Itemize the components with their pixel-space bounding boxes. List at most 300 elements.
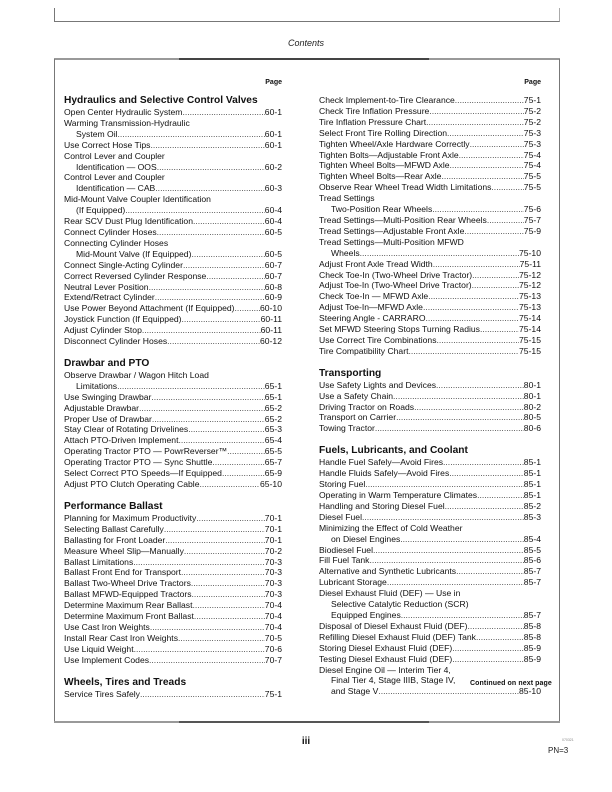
- section-gap: [64, 666, 282, 677]
- dot-leader: [184, 546, 265, 557]
- toc-entry[interactable]: [319, 545, 541, 556]
- dot-leader: [445, 501, 524, 512]
- toc-entry-text: Use Swinging Drawbar: [64, 391, 152, 402]
- toc-entry-text: Adjustable Drawbar: [64, 402, 139, 413]
- toc-entry-text: Check Tire Inflation Pressure: [319, 105, 430, 116]
- dot-leader: [472, 270, 519, 281]
- dot-leader: [142, 325, 261, 336]
- toc-entry[interactable]: [64, 403, 282, 414]
- toc-entry[interactable]: [64, 435, 282, 446]
- dot-leader: [206, 271, 264, 282]
- dot-leader: [414, 402, 524, 413]
- dot-leader: [360, 248, 519, 259]
- toc-entry-page: 60-1: [264, 128, 282, 139]
- dot-leader: [429, 106, 523, 117]
- toc-entry[interactable]: [64, 238, 282, 260]
- dot-leader: [365, 479, 523, 490]
- toc-entry-page: 75-4: [523, 160, 541, 171]
- toc-entry-text: Tighten Bolts—Adjustable Front Axle: [319, 149, 459, 160]
- dot-leader: [182, 107, 264, 118]
- toc-entry[interactable]: [319, 423, 541, 434]
- dot-leader: [212, 457, 264, 468]
- toc-entry-page: 75-5: [523, 171, 541, 182]
- toc-entry-text: Limitations: [76, 380, 118, 391]
- toc-entry-page: 80-1: [523, 379, 541, 390]
- toc-entry[interactable]: [64, 567, 282, 578]
- dot-leader: [369, 555, 523, 566]
- toc-entry-text: Proper Use of Drawbar: [64, 413, 152, 424]
- toc-entry-text: (If Equipped): [76, 205, 126, 216]
- toc-entry[interactable]: [319, 643, 541, 654]
- toc-entry-text: Refilling Diesel Exhaust Fluid (DEF) Tank: [319, 631, 476, 642]
- toc-entry-text: Operating Tractor PTO — Sync Shuttle: [64, 457, 213, 468]
- toc-entry[interactable]: [319, 632, 541, 643]
- toc-entry-page: 85-3: [523, 511, 541, 522]
- toc-entry[interactable]: [64, 118, 282, 140]
- page-column-header: Page: [265, 79, 282, 86]
- toc-entry[interactable]: [319, 324, 541, 335]
- toc-entry[interactable]: [319, 171, 541, 182]
- toc-entry[interactable]: [319, 259, 541, 270]
- toc-entry-text: Adjust Toe-In (Two-Wheel Drive Tractor): [319, 280, 472, 291]
- toc-entry-page: 75-9: [523, 225, 541, 236]
- toc-entry[interactable]: [319, 654, 541, 665]
- dot-leader: [480, 324, 519, 335]
- toc-entry[interactable]: [319, 291, 541, 302]
- toc-entry[interactable]: [319, 270, 541, 281]
- toc-entry-text: Use Correct Hose Tips: [64, 139, 151, 150]
- toc-entry-text: Service Tires Safely: [64, 688, 140, 699]
- toc-entry[interactable]: [64, 468, 282, 479]
- section-title: Hydraulics and Selective Control Valves: [64, 95, 258, 106]
- toc-entry[interactable]: [319, 182, 541, 193]
- toc-entry-page: 75-14: [519, 313, 541, 324]
- toc-entry[interactable]: [64, 414, 282, 425]
- toc-entry[interactable]: [64, 107, 282, 118]
- toc-entry-text: Storing Fuel: [319, 479, 366, 490]
- dot-leader: [452, 643, 524, 654]
- toc-entry[interactable]: [64, 513, 282, 524]
- toc-entry[interactable]: [64, 600, 282, 611]
- toc-entry-text: Select Front Tire Rolling Direction: [319, 127, 447, 138]
- toc-entry[interactable]: [319, 391, 541, 402]
- dot-leader: [200, 479, 261, 490]
- toc-entry-page: 80-5: [523, 412, 541, 423]
- dot-leader: [396, 412, 524, 423]
- toc-entry-text: Set MFWD Steering Stops Turning Radius: [319, 324, 480, 335]
- toc-entry[interactable]: [319, 621, 541, 632]
- dot-leader: [375, 423, 524, 434]
- toc-entry[interactable]: [319, 237, 541, 259]
- dot-leader: [194, 611, 265, 622]
- toc-entry-text: Use Liquid Weight: [64, 643, 134, 654]
- toc-entry-page: 85-9: [523, 653, 541, 664]
- dot-leader: [464, 226, 523, 237]
- toc-entry-page: 60-1: [264, 107, 282, 117]
- toc-entry-page: 70-4: [264, 621, 282, 632]
- toc-entry-text: System Oil: [76, 128, 118, 139]
- toc-entry-page: 60-5: [264, 248, 282, 259]
- toc-column-right: [319, 78, 541, 697]
- toc-entry-text: Operating in Warm Temperature Climates: [319, 490, 478, 500]
- toc-entry[interactable]: [319, 512, 541, 523]
- toc-entry-text: Operating Tractor PTO — PowrReverser™: [64, 446, 228, 457]
- toc-entry[interactable]: [64, 589, 282, 600]
- toc-entry[interactable]: [64, 535, 282, 546]
- dot-leader: [178, 435, 264, 446]
- toc-entry-page: 85-1: [523, 457, 541, 468]
- toc-entry-text: Open Center Hydraulic System: [64, 107, 183, 117]
- toc-entry-text: Ballast Front End for Transport: [64, 567, 182, 578]
- toc-entry-text: Adjust Cylinder Stop: [64, 325, 142, 336]
- toc-entry-page: 70-4: [264, 611, 282, 622]
- toc-entry-text: Install Rear Cast Iron Weights: [64, 632, 178, 643]
- toc-entry[interactable]: [64, 557, 282, 568]
- toc-entry[interactable]: [64, 140, 282, 151]
- toc-entry-page: 65-4: [264, 435, 282, 446]
- section-title: Performance Ballast: [64, 500, 163, 512]
- toc-entry-text: Alternative and Synthetic Lubricants: [319, 566, 457, 577]
- toc-entry-page: 75-13: [519, 291, 541, 302]
- dot-leader: [441, 171, 523, 182]
- toc-entry-text: Rear SCV Dust Plug Identification: [64, 216, 193, 227]
- toc-entry-page: 60-12: [260, 336, 282, 347]
- toc-entry-text: Towing Tractor: [319, 423, 375, 434]
- toc-entry[interactable]: [64, 644, 282, 655]
- toc-entry-text: Use Implement Codes: [64, 654, 150, 665]
- toc-entry-page: 65-1: [264, 391, 282, 402]
- toc-entry-text: Ballast Two-Wheel Drive Tractors: [64, 578, 191, 589]
- toc-entry[interactable]: [319, 280, 541, 291]
- toc-entry-page: 70-1: [264, 512, 282, 523]
- dot-leader: [468, 621, 524, 632]
- toc-entry-page: 85-6: [523, 555, 541, 566]
- toc-entry-page: 75-2: [523, 105, 541, 116]
- toc-entry-text: Use a Safety Chain: [319, 390, 394, 401]
- dot-leader: [152, 414, 265, 425]
- toc-entry-page: 60-11: [260, 325, 282, 336]
- toc-entry[interactable]: [64, 151, 282, 173]
- dot-leader: [433, 259, 520, 270]
- toc-entry-page: 70-1: [264, 534, 282, 545]
- toc-entry-page: 60-1: [264, 139, 282, 150]
- toc-entry-text: Mid-Mount Valve Coupler Identification: [64, 194, 211, 205]
- toc-entry[interactable]: [64, 633, 282, 644]
- toc-entry-page: 70-3: [264, 589, 282, 600]
- toc-entry-text: Identification — OOS: [76, 161, 157, 172]
- toc-entry-text: Use Power Beyond Attachment (If Equipped): [64, 303, 235, 314]
- toc-entry-text: Use Correct Tire Combinations: [319, 334, 437, 345]
- toc-entry-text: Testing Diesel Exhaust Fluid (DEF): [319, 653, 453, 664]
- toc-entry-text: Disconnect Cylinder Hoses: [64, 336, 168, 347]
- dot-leader: [378, 686, 519, 697]
- toc-entry-text: Tread Settings—Adjustable Front Axle: [319, 225, 465, 236]
- toc-entry[interactable]: [319, 150, 541, 161]
- toc-entry[interactable]: [319, 588, 541, 621]
- toc-entry-text: Minimizing the Effect of Cold Weather: [319, 522, 463, 533]
- dot-leader: [491, 182, 523, 193]
- dot-leader: [426, 117, 524, 128]
- toc-entry[interactable]: [64, 524, 282, 535]
- toc-entry-text: Control Lever and Coupler: [64, 172, 165, 183]
- toc-entry-text: Ballasting for Front Loader: [64, 534, 166, 545]
- section-gap: [319, 434, 541, 445]
- toc-entry-text: Joystick Function (If Equipped): [64, 314, 182, 325]
- section-gap: [64, 490, 282, 501]
- toc-entry-text: Observe Drawbar / Wagon Hitch Load: [64, 369, 209, 380]
- toc-entry-text: Tighten Wheel Bolts—Rear Axle: [319, 171, 442, 182]
- toc-entry-text: Diesel Fuel: [319, 511, 362, 522]
- toc-entry[interactable]: [319, 226, 541, 237]
- toc-entry[interactable]: [319, 117, 541, 128]
- toc-entry-text: Tire Inflation Pressure Chart: [319, 116, 427, 127]
- dot-leader: [133, 557, 265, 568]
- toc-entry-page: 75-11: [519, 258, 541, 269]
- toc-entry-page: 75-7: [523, 214, 541, 225]
- toc-entry-page: 60-7: [264, 259, 282, 270]
- dot-leader: [477, 490, 524, 501]
- dot-leader: [227, 446, 265, 457]
- toc-entry[interactable]: [319, 479, 541, 490]
- toc-entry-page: 65-10: [260, 479, 282, 489]
- toc-entry-text: Mid-Mount Valve (If Equipped): [76, 248, 192, 259]
- toc-entry[interactable]: [64, 282, 282, 293]
- dot-leader: [426, 313, 520, 324]
- toc-entry[interactable]: [64, 370, 282, 392]
- toc-entry-text: Neutral Lever Position: [64, 281, 149, 292]
- dot-leader: [456, 566, 524, 577]
- continued-note: Continued on next page: [470, 680, 552, 687]
- toc-entry[interactable]: [64, 457, 282, 468]
- dot-leader: [393, 391, 524, 402]
- dot-leader: [183, 260, 265, 271]
- dot-leader: [432, 204, 524, 215]
- dot-leader: [428, 291, 519, 302]
- toc-entry[interactable]: [64, 611, 282, 622]
- toc-entry-page: 85-2: [523, 500, 541, 511]
- toc-entry-page: 70-1: [264, 523, 282, 534]
- toc-entry[interactable]: [64, 271, 282, 282]
- toc-entry-text: Warming Transmission-Hydraulic: [64, 117, 190, 128]
- toc-entry-text: Diesel Exhaust Fluid (DEF) — Use in: [319, 588, 461, 599]
- toc-entry-text: Identification — CAB: [76, 183, 156, 194]
- toc-entry-text: Tighten Wheel/Axle Hardware Correctly: [319, 138, 470, 149]
- toc-entry-page: 70-3: [264, 556, 282, 567]
- toc-entry-text: Adjust Toe-In—MFWD Axle: [319, 302, 423, 313]
- toc-entry[interactable]: [64, 260, 282, 271]
- dot-leader: [235, 303, 260, 314]
- toc-entry[interactable]: [64, 325, 282, 336]
- dot-leader: [150, 622, 265, 633]
- dot-leader: [150, 140, 264, 151]
- toc-entry[interactable]: [64, 424, 282, 435]
- toc-entry[interactable]: [64, 314, 282, 325]
- page-column-header: Page: [524, 79, 541, 86]
- toc-entry-page: 85-4: [523, 533, 541, 544]
- toc-entry-text: Handle Fuel Safely—Avoid Fires: [319, 457, 444, 468]
- toc-entry-text: Adjust PTO Clutch Operating Cable: [64, 479, 200, 489]
- toc-entry[interactable]: [319, 302, 541, 313]
- toc-entry[interactable]: [64, 216, 282, 227]
- dot-leader: [167, 336, 260, 347]
- toc-entry-page: 75-13: [519, 302, 541, 313]
- toc-entry-page: 65-1: [264, 380, 282, 391]
- toc-section: [64, 490, 282, 666]
- toc-entry-text: Determine Maximum Front Ballast: [64, 611, 194, 622]
- toc-entry[interactable]: [319, 380, 541, 391]
- dot-leader: [401, 610, 524, 621]
- toc-entry[interactable]: [64, 479, 282, 490]
- toc-entry-text: Connecting Cylinder Hoses: [64, 237, 169, 248]
- toc-entry-text: Two-Position Rear Wheels: [331, 204, 433, 215]
- toc-entry-page: 70-2: [264, 545, 282, 556]
- toc-entry-page: 75-14: [519, 324, 541, 335]
- toc-entry-page: 65-7: [264, 457, 282, 468]
- toc-entry-page: 85-7: [523, 577, 541, 588]
- doc-code: 070321: [562, 738, 574, 742]
- toc-entry-page: 70-3: [264, 567, 282, 578]
- toc-entry[interactable]: [64, 227, 282, 238]
- toc-entry-page: 70-3: [264, 578, 282, 589]
- toc-entry-text: Final Tier 4, Stage IIIB, Stage IV,: [331, 675, 456, 686]
- toc-entry[interactable]: [319, 335, 541, 346]
- toc-entry-text: Wheels: [331, 247, 360, 258]
- dot-leader: [149, 282, 265, 293]
- toc-entry-text: Disposal of Diesel Exhaust Fluid (DEF): [319, 620, 468, 631]
- toc-entry-page: 80-1: [523, 390, 541, 401]
- toc-entry[interactable]: [319, 139, 541, 150]
- toc-entry[interactable]: [319, 468, 541, 479]
- dot-leader: [117, 381, 265, 392]
- toc-entry-page: 75-2: [523, 116, 541, 127]
- toc-entry[interactable]: [64, 172, 282, 194]
- toc-entry-page: 60-7: [264, 270, 282, 281]
- dot-leader: [470, 139, 524, 150]
- toc-entry-text: Ballast Limitations: [64, 556, 134, 567]
- toc-entry-page: 60-2: [264, 161, 282, 172]
- toc-entry[interactable]: [64, 546, 282, 557]
- toc-entry[interactable]: [319, 566, 541, 577]
- toc-entry[interactable]: [64, 303, 282, 314]
- toc-entry[interactable]: [319, 501, 541, 512]
- toc-entry-page: 65-5: [264, 446, 282, 457]
- toc-entry-text: Check Toe-In — MFWD Axle: [319, 291, 429, 302]
- dot-leader: [400, 534, 524, 545]
- dot-leader: [443, 457, 524, 468]
- dot-leader: [188, 424, 265, 435]
- toc-column-left: [64, 78, 282, 700]
- dot-leader: [452, 654, 524, 665]
- toc-entry-text: Extend/Retract Cylinder: [64, 292, 155, 303]
- dot-leader: [436, 380, 524, 391]
- toc-entry[interactable]: [319, 402, 541, 413]
- toc-entry-text: Selecting Ballast Carefully: [64, 523, 164, 534]
- toc-entry[interactable]: [319, 128, 541, 139]
- toc-entry[interactable]: [319, 490, 541, 501]
- toc-entry-page: 60-3: [264, 183, 282, 194]
- toc-section: [319, 95, 541, 357]
- dot-leader: [472, 280, 519, 291]
- toc-section: [319, 357, 541, 435]
- toc-entry-page: 70-6: [264, 643, 282, 654]
- toc-entry-text: Connect Single-Acting Cylinder: [64, 259, 183, 270]
- toc-entry-text: Use Safety Lights and Devices: [319, 379, 437, 390]
- toc-entry[interactable]: [64, 655, 282, 666]
- toc-entry[interactable]: [319, 106, 541, 117]
- bottom-rule-accent: [179, 721, 429, 723]
- toc-entry[interactable]: [319, 215, 541, 226]
- toc-entry-page: 65-2: [264, 413, 282, 424]
- toc-entry[interactable]: [64, 336, 282, 347]
- toc-entry[interactable]: [64, 194, 282, 216]
- toc-entry-page: 65-2: [264, 402, 282, 413]
- toc-entry-text: on Diesel Engines: [331, 533, 401, 544]
- toc-entry-text: Select Correct PTO Speeds—If Equipped: [64, 468, 222, 479]
- toc-entry[interactable]: [319, 346, 541, 357]
- toc-entry[interactable]: [319, 523, 541, 545]
- toc-entry[interactable]: [64, 292, 282, 303]
- toc-entry-text: Tighten Wheel Bolts—MFWD Axle: [319, 160, 450, 171]
- toc-entry[interactable]: [319, 313, 541, 324]
- toc-entry[interactable]: [64, 689, 282, 700]
- toc-entry-page: 80-2: [523, 401, 541, 412]
- dot-leader: [155, 183, 265, 194]
- dot-leader: [193, 216, 265, 227]
- toc-entry-page: 60-10: [260, 303, 282, 314]
- page-title: Contents: [287, 38, 325, 48]
- dot-leader: [437, 335, 520, 346]
- header-frame: [54, 8, 560, 22]
- toc-entry-text: Diesel Engine Oil — Interim Tier 4,: [319, 664, 451, 675]
- toc-entry-text: Handle Fluids Safely—Avoid Fires: [319, 468, 450, 479]
- toc-entry-text: Lubricant Storage: [319, 577, 387, 588]
- toc-entry[interactable]: [64, 392, 282, 403]
- dot-leader: [178, 633, 265, 644]
- toc-entry-page: 75-6: [523, 204, 541, 215]
- toc-entry-text: Attach PTO-Driven Implement: [64, 435, 179, 446]
- section-title: Transporting: [319, 367, 382, 379]
- toc-entry-text: Fill Fuel Tank: [319, 555, 370, 566]
- toc-entry[interactable]: [319, 95, 541, 106]
- toc-entry-text: Ballast MFWD-Equipped Tractors: [64, 589, 192, 600]
- toc-entry-text: Use Cast Iron Weights: [64, 621, 150, 632]
- toc-entry-page: 75-10: [519, 247, 541, 258]
- toc-entry-page: 75-12: [519, 280, 541, 291]
- toc-entry[interactable]: [319, 193, 541, 215]
- toc-entry[interactable]: [64, 622, 282, 633]
- dot-leader: [362, 512, 524, 523]
- toc-entry-page: 85-1: [523, 468, 541, 479]
- toc-entry[interactable]: [319, 412, 541, 423]
- dot-leader: [487, 215, 524, 226]
- toc-entry[interactable]: [64, 446, 282, 457]
- toc-entry-page: 85-1: [523, 479, 541, 490]
- toc-entry[interactable]: [319, 577, 541, 588]
- toc-entry-text: Check Implement-to-Tire Clearance: [319, 95, 455, 105]
- toc-entry-text: Steering Angle - CARRARO: [319, 313, 426, 324]
- toc-entry-page: 75-3: [523, 127, 541, 138]
- dot-leader: [155, 292, 265, 303]
- dot-leader: [140, 689, 265, 700]
- toc-entry[interactable]: [64, 578, 282, 589]
- dot-leader: [450, 160, 524, 171]
- toc-entry[interactable]: [319, 160, 541, 171]
- section-gap: [64, 347, 282, 358]
- toc-entry[interactable]: [319, 555, 541, 566]
- toc-entry[interactable]: [319, 457, 541, 468]
- dot-leader: [459, 150, 524, 161]
- toc-entry-page: 85-7: [523, 566, 541, 577]
